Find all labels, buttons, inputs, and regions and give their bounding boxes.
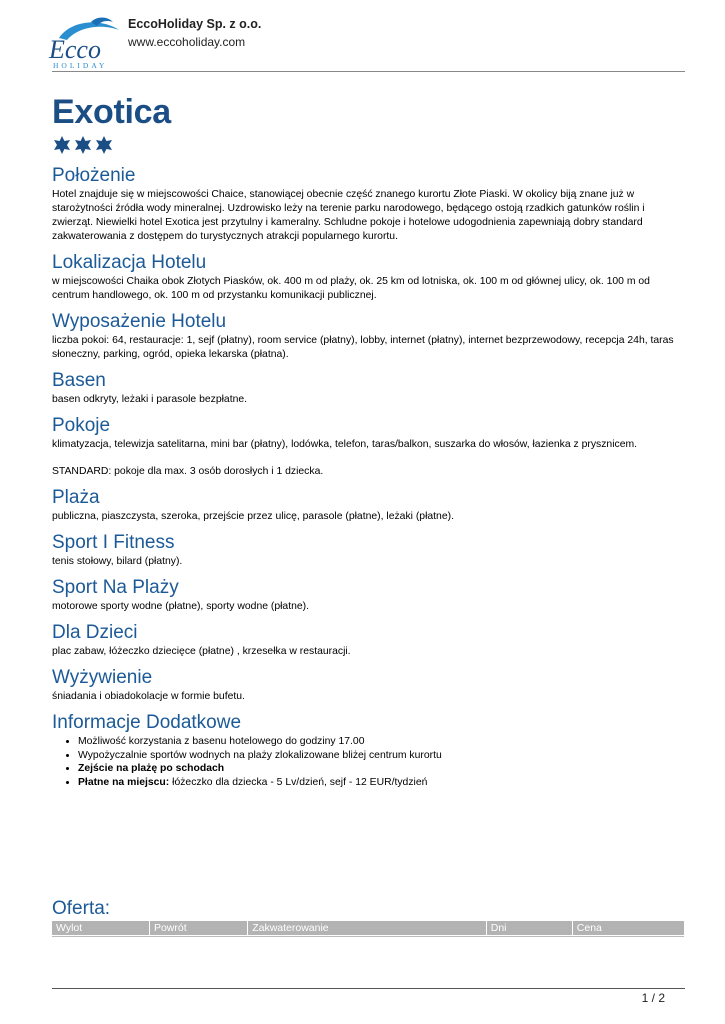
- star-icon: [73, 135, 93, 155]
- section: [52, 667, 674, 704]
- offer-column-header: Cena: [572, 921, 684, 935]
- company-website[interactable]: www.eccoholiday.com: [128, 35, 246, 49]
- offer-column-header: Zakwaterowanie: [248, 921, 487, 935]
- section-title: Informacje Dodatkowe: [52, 712, 242, 733]
- section: [52, 311, 674, 362]
- extras-item-text: Możliwość korzystania z basenu hotelowego do godziny 17.00: [78, 736, 365, 747]
- section-text: Hotel znajduje się w miejscowości Chaice, stanowiącej obecnie część znanego kurortu Złote Piaski. W okolicy biją znane już w starożytności źródła wody mineralnej. Uzdrowisko leży na terenie parku narodowego, będącego ostoją rzadkich gatunków roślin i zwierząt. Niewielki hotel Exotica jest przytulny i kameralny. Schludne pokoje i hotelowe udogodnienia zapewniają dobry standard zakwaterowania z dostępem do turystycznych atrakcji popularnego kurortu.: [52, 189, 645, 242]
- section: [52, 370, 674, 407]
- section-text: liczba pokoi: 64, restauracje: 1, sejf (płatny), room service (płatny), lobby, internet (płatny), internet bezprzewodowy, recepcja 24h, taras słoneczny, parking, ogród, opieka lekarska (płatna).: [52, 335, 674, 360]
- section-text: plac zabaw, łóżeczko dziecięce (płatne) , krzesełka w restauracji.: [52, 646, 351, 657]
- page-header: [0, 0, 725, 72]
- extras-list: [52, 735, 674, 789]
- hotel-content: [52, 92, 674, 789]
- offer-section: [52, 898, 686, 937]
- hotel-sections: [52, 165, 674, 704]
- section-text: publiczna, piaszczysta, szeroka, przejście przez ulicę, parasole (płatne), leżaki (płatne).: [52, 511, 454, 522]
- section-text: motorowe sporty wodne (płatne), sporty wodne (płatne).: [52, 601, 310, 612]
- section-extras: [52, 712, 674, 789]
- section: [52, 577, 674, 614]
- star-icon: [94, 135, 114, 155]
- extras-item-text: Wypożyczalnie sportów wodnych na plaży zlokalizowane bliżej centrum kurortu: [78, 749, 442, 761]
- star-icon: [52, 135, 72, 155]
- offer-column-header: Dni: [486, 921, 572, 935]
- header-divider: [52, 71, 685, 72]
- section-title: Lokalizacja Hotelu: [52, 252, 207, 273]
- extras-item-bold: Płatne na miejscu:: [78, 776, 170, 788]
- extras-item-text: łóżeczko dla dziecka - 5 Lv/dzień, sejf - 12 EUR/tydzień: [169, 776, 428, 788]
- offer-title: Oferta:: [52, 898, 111, 919]
- extras-item: [78, 776, 674, 790]
- page-number: 1 / 2: [641, 991, 665, 1005]
- section: [52, 487, 674, 524]
- footer-divider: [52, 988, 685, 989]
- section-text: STANDARD: pokoje dla max. 3 osób dorosłych i 1 dziecka.: [52, 466, 324, 477]
- offer-table-divider: [52, 936, 684, 937]
- section-title: Plaża: [52, 487, 100, 508]
- section-title: Pokoje: [52, 415, 111, 436]
- section-title: Basen: [52, 370, 106, 391]
- extras-item-bold: Zejście na plażę po schodach: [78, 763, 225, 774]
- hotel-star-rating: [52, 135, 674, 157]
- extras-item: [78, 762, 674, 776]
- ecco-holiday-logo: [45, 14, 125, 70]
- svg-text:HOLIDAY: HOLIDAY: [53, 61, 108, 70]
- section-text: tenis stołowy, bilard (płatny).: [52, 556, 183, 567]
- offer-column-header: Powrót: [149, 921, 247, 935]
- section-title: Wyposażenie Hotelu: [52, 311, 227, 332]
- section: [52, 252, 674, 303]
- section-title: Wyżywienie: [52, 667, 153, 688]
- section-title: Dla Dzieci: [52, 622, 138, 643]
- section: [52, 415, 674, 479]
- section-title: Sport I Fitness: [52, 532, 175, 553]
- section-text: w miejscowości Chaika obok Złotych Piasków, ok. 400 m od plaży, ok. 25 km od lotniska, ok. 100 m od głównej ulicy, ok. 100 m od centrum handlowego, ok. 100 m od przystanku komunikacji publicznej.: [52, 276, 650, 301]
- section-title: Położenie: [52, 165, 136, 186]
- svg-text:Ecco: Ecco: [49, 35, 101, 64]
- hotel-name: Exotica: [52, 93, 171, 131]
- section-text: klimatyzacja, telewizja satelitarna, mini bar (płatny), lodówka, telefon, taras/balkon, suszarka do włosów, łazienka z prysznicem.: [52, 439, 638, 450]
- offer-column-header: Wylot: [52, 921, 149, 935]
- section-text: basen odkryty, leżaki i parasole bezpłatne.: [52, 394, 248, 405]
- section: [52, 622, 674, 659]
- extras-item: [78, 735, 674, 749]
- company-name: EccoHoliday Sp. z o.o.: [128, 17, 262, 31]
- extras-item: [78, 749, 674, 763]
- section: [52, 532, 674, 569]
- section-title: Sport Na Plaży: [52, 577, 179, 598]
- offer-table-header: [52, 921, 684, 935]
- offer-table: [52, 921, 684, 935]
- section-text: śniadania i obiadokolacje w formie bufetu.: [52, 691, 245, 702]
- section: [52, 165, 674, 244]
